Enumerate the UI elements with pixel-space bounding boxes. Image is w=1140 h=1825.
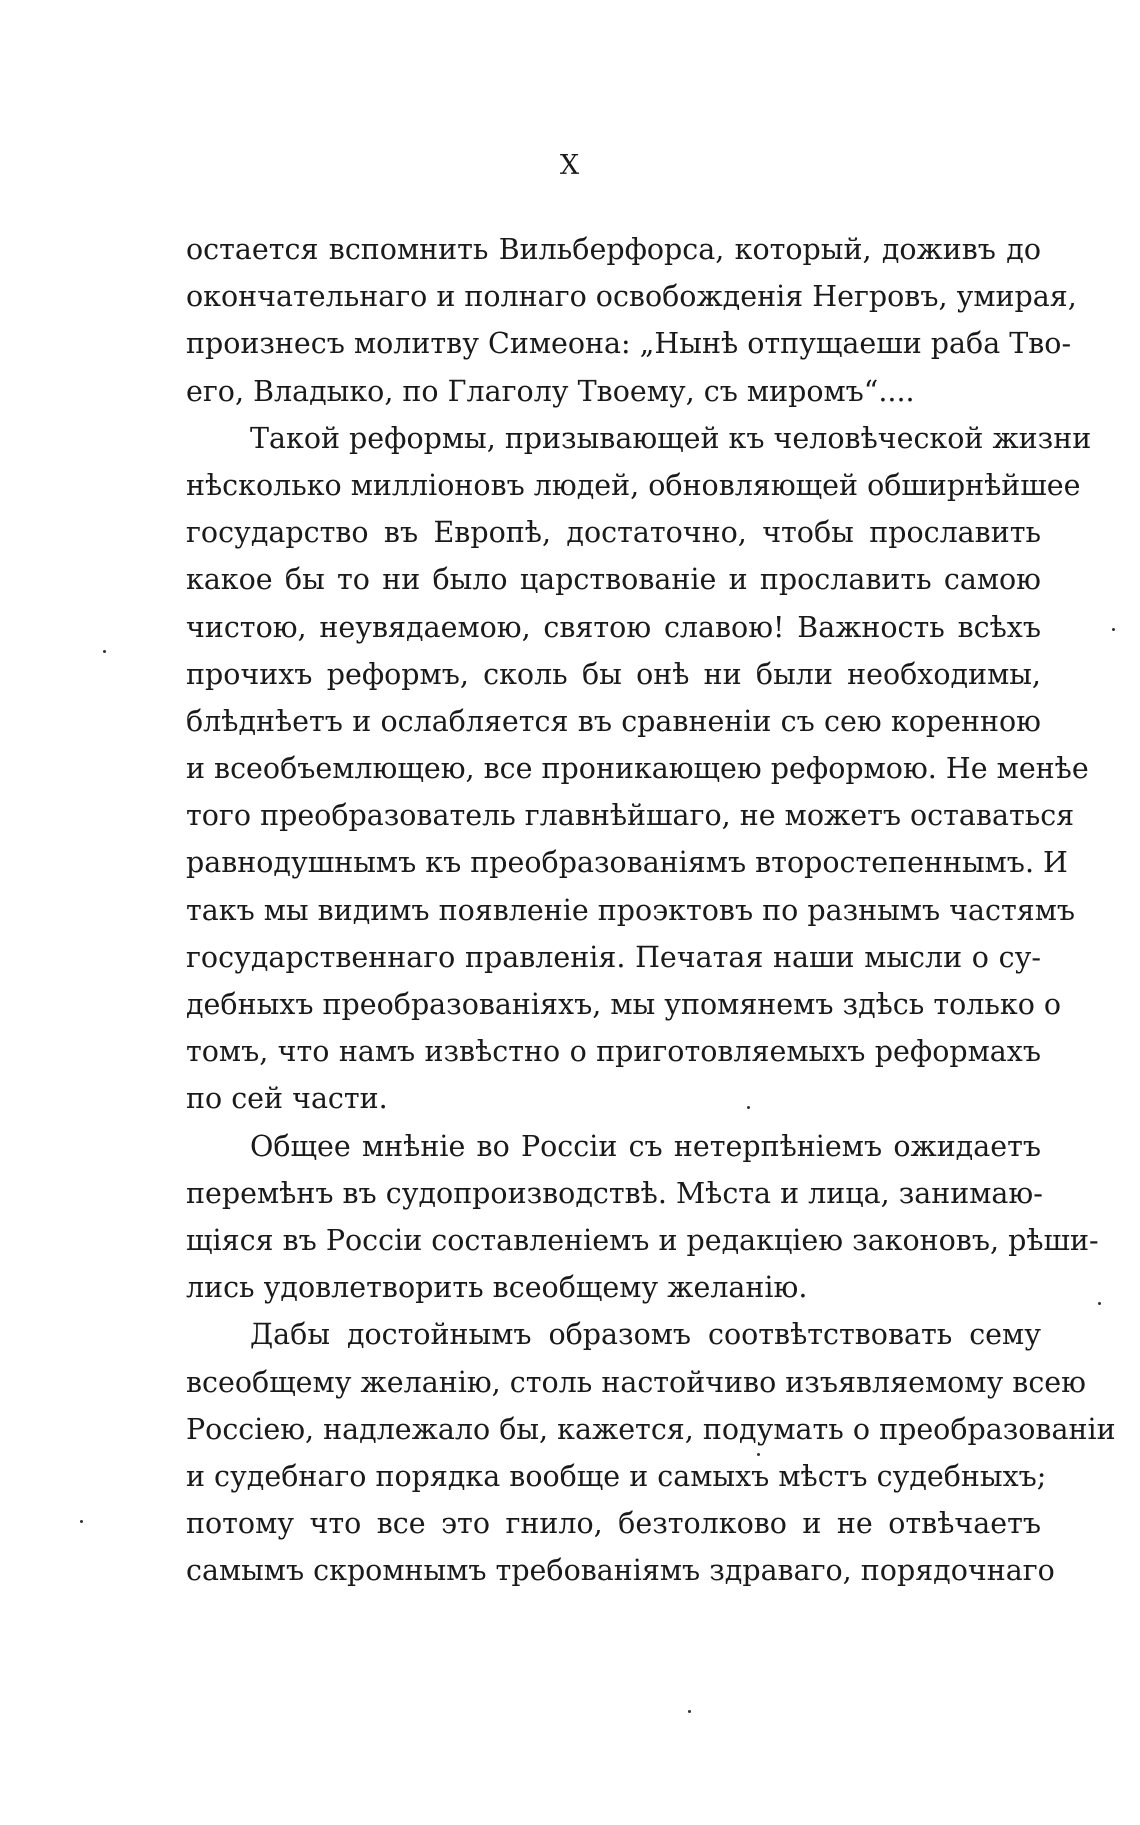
text-line: его, Владыко, по Глаголу Твоему, съ миромъ“.... (186, 374, 915, 408)
body-text (186, 226, 1116, 1594)
text-line: чистою, неувядаемою, святою славою! Важность всѣхъ (186, 610, 1041, 644)
paragraph (186, 1123, 1099, 1312)
text-line: самымъ скромнымъ требованіямъ здраваго, порядочнаго (186, 1554, 1055, 1588)
text-line: лись удовлетворить всеобщему желанію. (186, 1271, 808, 1305)
text-line: дебныхъ преобразованіяхъ, мы упомянемъ здѣсь только о (186, 988, 1062, 1021)
text-line: всеобщему желанію, столь настойчиво изъявляемому всею (186, 1365, 1086, 1399)
paragraph (186, 226, 1077, 415)
text-line: щіяся въ Россіи составленіемъ и редакціею законовъ, рѣши- (186, 1223, 1099, 1257)
text-line: блѣднѣетъ и ослабляется въ сравненіи съ сею коренною (186, 704, 1041, 738)
scan-speck (688, 1710, 691, 1713)
page-number: X (559, 150, 581, 181)
text-line: перемѣнъ въ судопроизводствѣ. Мѣста и лица, занимаю- (186, 1176, 1043, 1210)
text-line: и судебнаго порядка вообще и самыхъ мѣстъ судебныхъ; (186, 1459, 1047, 1493)
scan-speck (103, 650, 106, 653)
text-line: нѣсколько милліоновъ людей, обновляющей обширнѣйшее (186, 468, 1081, 502)
scan-speck (80, 1520, 83, 1523)
text-line: томъ, что намъ извѣстно о приготовляемыхъ реформахъ (186, 1035, 1041, 1069)
text-line: такъ мы видимъ появленіе проэктовъ по разнымъ частямъ (186, 893, 1076, 927)
scan-speck (747, 1106, 750, 1109)
text-line: того преобразователь главнѣйшаго, не можетъ оставаться (186, 799, 1075, 833)
text-line: произнесъ молитву Симеона: „Нынѣ отпущаеши раба Тво- (186, 327, 1072, 361)
text-line: какое бы то ни было царствованіе и прославить самою (186, 563, 1041, 597)
scan-speck (757, 1453, 760, 1456)
text-line: государственнаго правленія. Печатая наши мысли о су- (186, 940, 1041, 974)
text-line: Дабы достойнымъ образомъ соотвѣтствовать сему (250, 1318, 1041, 1352)
paragraph (186, 1311, 1116, 1594)
text-line: прочихъ реформъ, сколь бы онѣ ни были необходимы, (186, 657, 1041, 691)
scan-speck (1098, 1302, 1101, 1305)
paragraph (186, 415, 1092, 1123)
text-line: по сей части. (186, 1082, 388, 1116)
text-line: равнодушнымъ къ преобразованіямъ второстепеннымъ. И (186, 846, 1068, 880)
text-line: потому что все это гнило, безтолково и не отвѣчаетъ (186, 1507, 1041, 1541)
text-line: Россіею, надлежало бы, кажется, подумать о преобразованіи (186, 1412, 1116, 1446)
text-line: и всеобъемлющею, все проникающею реформою. Не менѣе (186, 752, 1089, 786)
scan-speck (1112, 628, 1115, 631)
text-line: окончательнаго и полнаго освобожденія Негровъ, умирая, (186, 280, 1077, 314)
text-line: Общее мнѣніе во Россіи съ нетерпѣніемъ ожидаетъ (250, 1129, 1041, 1163)
text-line: государство въ Европѣ, достаточно, чтобы прославить (186, 516, 1041, 550)
text-line: Такой реформы, призывающей къ человѣческой жизни (250, 421, 1092, 455)
text-line: остается вспомнить Вильберфорса, который, доживъ до (186, 233, 1041, 266)
